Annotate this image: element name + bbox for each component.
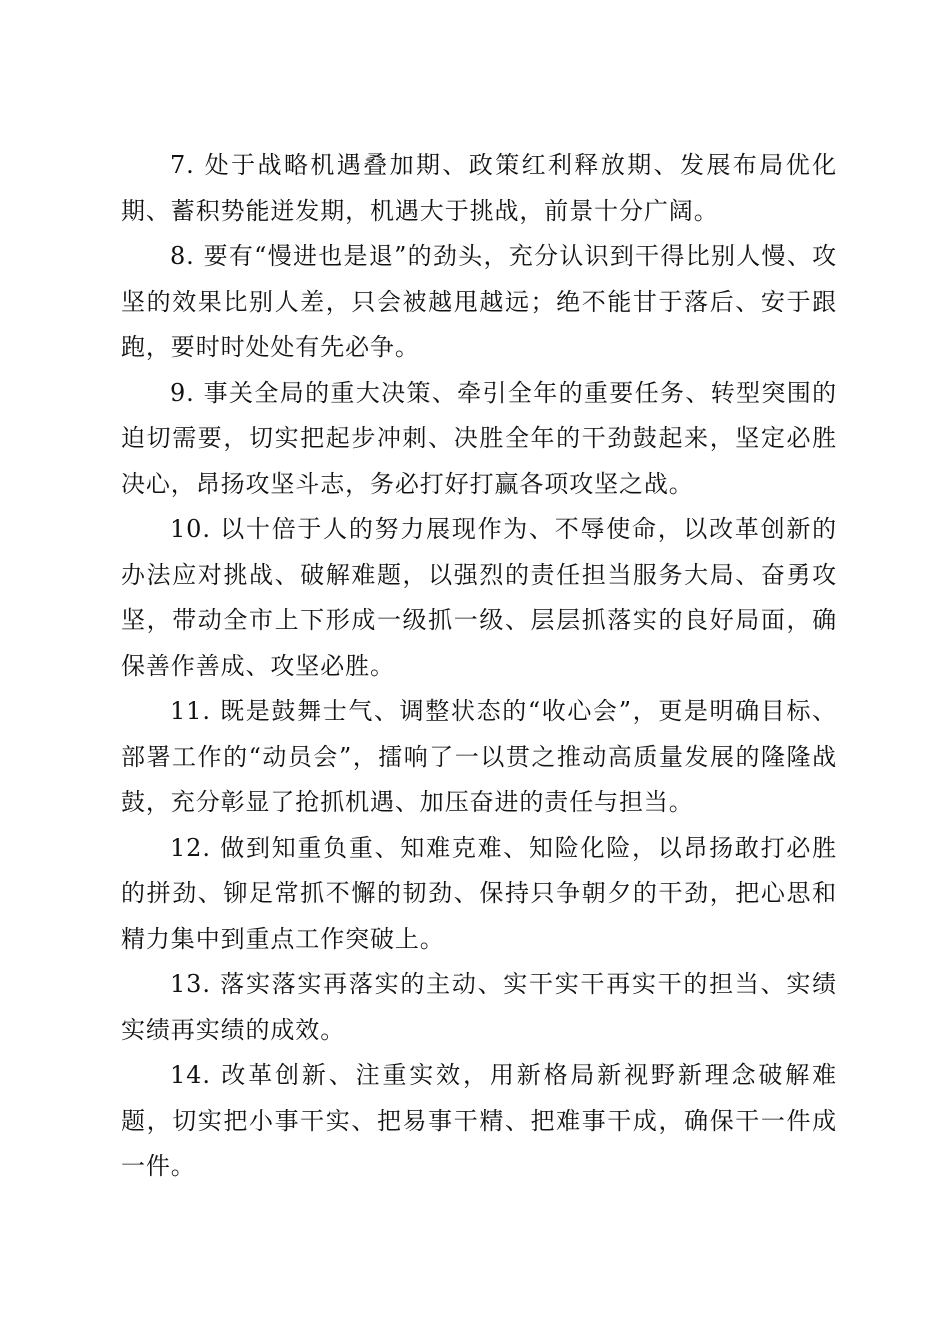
paragraph-item-10: 10. 以十倍于人的努力展现作为、不辱使命，以改革创新的办法应对挑战、破解难题，以强烈的责任担当服务大局、奋勇攻坚，带动全市上下形成一级抓一级、层层抓落实的良好局面，确保善作善成、攻坚必胜。	[121, 515, 837, 680]
paragraph-item-9: 9. 事关全局的重大决策、牵引全年的重要任务、转型突围的迫切需要，切实把起步冲刺、决胜全年的干劲鼓起来，坚定必胜决心，昂扬攻坚斗志，务必打好打赢各项攻坚之战。	[121, 378, 837, 498]
paragraph-item-7: 7. 处于战略机遇叠加期、政策红利释放期、发展布局优化期、蓄积势能迸发期，机遇大于挑战，前景十分广阔。	[121, 151, 837, 225]
paragraph-item-12: 12. 做到知重负重、知难克难、知险化险，以昂扬敢打必胜的拼劲、铆足常抓不懈的韧劲、保持只争朝夕的干劲，把心思和精力集中到重点工作突破上。	[121, 833, 837, 953]
paragraph-item-8: 8. 要有“慢进也是退”的劲头，充分认识到干得比别人慢、攻坚的效果比别人差，只会被越甩越远；绝不能甘于落后、安于跟跑，要时时处处有先必争。	[121, 242, 837, 361]
paragraph-item-13: 13. 落实落实再落实的主动、实干实干再实干的担当、实绩实绩再实绩的成效。	[121, 970, 837, 1044]
document-body	[121, 143, 837, 1190]
paragraph-item-11: 11. 既是鼓舞士气、调整状态的“收心会”，更是明确目标、部署工作的“动员会”，擂响了一以贯之推动高质量发展的隆隆战鼓，充分彰显了抢抓机遇、加压奋进的责任与担当。	[121, 697, 837, 816]
paragraph-item-14: 14. 改革创新、注重实效，用新格局新视野新理念破解难题，切实把小事干实、把易事干精、把难事干成，确保干一件成一件。	[121, 1061, 837, 1180]
